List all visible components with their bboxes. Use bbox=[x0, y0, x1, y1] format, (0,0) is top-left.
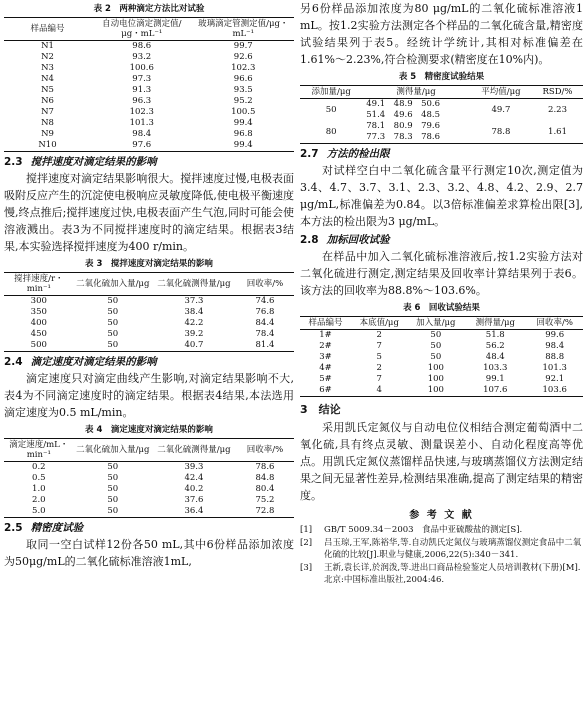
table6-header: 本底值/μg bbox=[351, 317, 408, 330]
table-cell: 107.6 bbox=[483, 385, 508, 395]
table-row bbox=[300, 341, 583, 352]
table-cell: N7 bbox=[41, 107, 54, 117]
table-row bbox=[4, 85, 294, 96]
table-cell: 49.7 bbox=[491, 104, 511, 115]
table-cell: 2.23 bbox=[548, 104, 567, 115]
table-cell: 40.7 bbox=[184, 340, 204, 350]
section-2-4-heading bbox=[4, 354, 294, 369]
table-cell: 98.4 bbox=[132, 129, 152, 139]
table-cell: 50 bbox=[107, 473, 119, 483]
reference-number: [2] bbox=[300, 538, 313, 548]
table2-header: 样品编号 bbox=[4, 18, 91, 41]
table-cell: 100 bbox=[427, 385, 444, 395]
section-title: 加标回收试验 bbox=[326, 234, 390, 246]
table-cell: 350 bbox=[30, 307, 47, 317]
section-2-7-text: 对试样空白中二氧化硫含量平行测定10次,测定值为3.4、4.7、3.7、3.1、2.3、3.2、4.8、4.2、2.9、2.7 μg/mL,标准偏差为0.84。以3倍标准偏差求算检出限[3],本方法的检出限为3 μg/mL。 bbox=[300, 164, 583, 228]
table-cell: 78.6 bbox=[255, 462, 275, 472]
table-cell: 2.0 bbox=[32, 495, 46, 505]
table-cell: N10 bbox=[38, 140, 57, 150]
table-cell: N4 bbox=[41, 74, 54, 84]
table-cell: 38.4 bbox=[184, 307, 204, 317]
table-cell: 102.3 bbox=[231, 63, 256, 73]
table-cell: 96.3 bbox=[132, 96, 152, 106]
table-cell: 1# bbox=[319, 330, 332, 340]
table-cell: 84.8 bbox=[255, 473, 275, 483]
table-cell: N6 bbox=[41, 96, 54, 106]
table-cell: 50 bbox=[430, 352, 442, 362]
table2 bbox=[4, 17, 294, 152]
table-cell: 500 bbox=[30, 340, 47, 350]
table-cell: 101.3 bbox=[542, 363, 567, 373]
table6-caption: 表 6 回收试验结果 bbox=[403, 303, 480, 313]
table4 bbox=[4, 438, 294, 518]
table5-header: 添加量/μg bbox=[300, 86, 362, 99]
table5-header: RSD/% bbox=[532, 86, 583, 99]
table3 bbox=[4, 272, 294, 352]
reference-number: [1] bbox=[300, 525, 313, 535]
section-2-5-text: 取同一空白试样12份各50 mL,其中6份样品添加浓度为50μg/mL的二氧化硫标准溶液1mL, bbox=[4, 538, 294, 568]
table-cell: 98.6 bbox=[132, 41, 152, 51]
table-cell: 99.6 bbox=[545, 330, 565, 340]
table-cell: 1.0 bbox=[32, 484, 46, 494]
table-cell bbox=[362, 121, 470, 144]
table-cell: N3 bbox=[41, 63, 54, 73]
table3-body bbox=[4, 296, 294, 352]
table4-header: 回收率/% bbox=[236, 439, 294, 462]
table-cell: 5.0 bbox=[32, 506, 46, 516]
table-cell: 400 bbox=[30, 318, 47, 328]
table-cell: 50 bbox=[107, 484, 119, 494]
table-row bbox=[4, 462, 294, 474]
table2-body bbox=[4, 41, 294, 152]
table-cell: 103.6 bbox=[542, 385, 567, 395]
table-cell: 80.4 bbox=[255, 484, 275, 494]
table-cell: 100.5 bbox=[231, 107, 256, 117]
table-cell: N2 bbox=[41, 52, 54, 62]
table-cell: 42.4 bbox=[184, 473, 204, 483]
measured-line: 78.1 80.9 79.6 bbox=[366, 121, 441, 131]
table-cell: 300 bbox=[30, 296, 47, 306]
table-cell: 84.4 bbox=[255, 318, 275, 328]
table-cell: 97.3 bbox=[132, 74, 152, 84]
table-cell: 88.8 bbox=[545, 352, 565, 362]
table4-header: 二氧化硫测得量/μg bbox=[152, 439, 236, 462]
table-cell: 1.61 bbox=[548, 126, 567, 137]
reference-text: 吕玉琼,王军,陈裕华,等.自动凯氏定氮仪与玻璃蒸馏仪测定食品中二氧化硫的比较[J].职业与健康,2006,22(5):340－341. bbox=[324, 538, 582, 560]
table-cell: 103.3 bbox=[483, 363, 508, 373]
section-title: 滴定速度对滴定结果的影响 bbox=[30, 356, 157, 368]
conclusion-heading: 3 结论 bbox=[300, 403, 341, 416]
table6-header: 样品编号 bbox=[300, 317, 351, 330]
table6-header: 加入量/μg bbox=[408, 317, 465, 330]
table-cell: 50 bbox=[107, 506, 119, 516]
table-cell: 450 bbox=[30, 329, 47, 339]
section-2-8-heading bbox=[300, 232, 583, 247]
table-cell: 7 bbox=[376, 374, 382, 384]
section-number: 2.5 bbox=[4, 522, 23, 534]
table-cell: 100 bbox=[427, 363, 444, 373]
table-cell: 96.8 bbox=[233, 129, 253, 139]
table-cell: 50 bbox=[107, 296, 119, 306]
table3-header: 搅拌速度/r・min⁻¹ bbox=[4, 273, 74, 296]
reference-item bbox=[300, 562, 583, 586]
table-cell: 99.1 bbox=[485, 374, 505, 384]
section-number: 2.4 bbox=[4, 356, 23, 368]
table-row bbox=[300, 330, 583, 342]
table-row bbox=[300, 374, 583, 385]
table-cell: 50 bbox=[107, 307, 119, 317]
table-cell: 102.3 bbox=[129, 107, 154, 117]
table-cell: 93.2 bbox=[132, 52, 152, 62]
measured-line: 77.3 78.3 78.6 bbox=[366, 132, 441, 142]
conclusion-text: 采用凯氏定氮仪与自动电位仪相结合测定葡萄酒中二氧化硫,具有终点灵敏、测量误差小、自动化程度高等优点。用凯氏定氮仪蒸馏样品快速,与玻璃蒸馏仪方法测定结果之间无显著性差异,检测结果准确,提高了测定结果的精密度。 bbox=[300, 421, 583, 502]
left-column bbox=[4, 0, 294, 570]
table-cell: 0.2 bbox=[32, 462, 46, 472]
table-cell: 98.4 bbox=[545, 341, 565, 351]
table-row bbox=[300, 385, 583, 397]
table-row bbox=[4, 41, 294, 53]
table-cell: N5 bbox=[41, 85, 54, 95]
table-cell: 5 bbox=[376, 352, 382, 362]
measured-line: 51.4 49.6 48.5 bbox=[366, 110, 441, 120]
table-row bbox=[4, 107, 294, 118]
table-cell: 75.2 bbox=[255, 495, 275, 505]
reference-text: GB/T 5009.34－2003 食品中亚硫酸盐的测定[S]. bbox=[324, 525, 523, 535]
table-row bbox=[4, 129, 294, 140]
section-title: 搅拌速度对滴定结果的影响 bbox=[30, 156, 157, 168]
table-cell: 99.4 bbox=[233, 118, 253, 128]
references-heading: 参 考 文 献 bbox=[409, 510, 474, 521]
table-row bbox=[300, 352, 583, 363]
table-cell: 76.8 bbox=[255, 307, 275, 317]
table4-header: 二氧化硫加入量/μg bbox=[74, 439, 152, 462]
table-cell: 37.6 bbox=[184, 495, 204, 505]
table-row bbox=[300, 363, 583, 374]
table-cell: 42.2 bbox=[184, 318, 204, 328]
table-row bbox=[4, 484, 294, 495]
table2-header: 自动电位滴定测定值/μg・mL⁻¹ bbox=[91, 18, 193, 41]
table5-header: 平均值/μg bbox=[470, 86, 532, 99]
table-cell: 100.6 bbox=[129, 63, 154, 73]
section-number: 2.7 bbox=[300, 148, 319, 160]
table2-header: 玻璃滴定管测定值/μg・mL⁻¹ bbox=[193, 18, 295, 41]
table-cell: 92.1 bbox=[545, 374, 565, 384]
table4-caption: 表 4 滴定速度对滴定结果的影响 bbox=[85, 425, 213, 435]
section-2-5-continued-text: 另6份样品添加浓度为80 μg/mL的二氧化硫标准溶液1 mL。按1.2实验方法测定各个样品的二氧化硫含量,精密度试验结果列于表5。经统计学统计,其相对标准偏差在1.61%～2.23%,符合检测要求(精密度在10%内)。 bbox=[300, 2, 583, 66]
table4-header: 滴定速度/mL・min⁻¹ bbox=[4, 439, 74, 462]
reference-number: [3] bbox=[300, 563, 313, 573]
table-row bbox=[300, 99, 583, 122]
table-cell: 4# bbox=[319, 363, 332, 373]
section-2-3-text: 搅拌速度对滴定结果影响很大。搅拌速度过慢,电极表面吸附反应产生的沉淀使电极响应灵敏度降低,使电极平衡速度慢,终点推后;搅拌速度过快,电极表面产生气泡,同时可能会使溶液溅出。表3为不同搅拌速度时的滴定结果。根据表3结果,本实验选择搅拌速度为400 r/min。 bbox=[4, 172, 294, 253]
section-2-8-text: 在样品中加入二氧化硫标准溶液后,按1.2实验方法对二氧化硫进行测定,测定结果及回收率计算结果列于表6。该方法的回收率为88.8%～103.6%。 bbox=[300, 250, 583, 297]
table-cell: 50 bbox=[107, 329, 119, 339]
table-cell: N8 bbox=[41, 118, 54, 128]
table-cell: 50 bbox=[107, 462, 119, 472]
table-cell: 81.4 bbox=[255, 340, 275, 350]
table-cell: 99.4 bbox=[233, 140, 253, 150]
table-cell: 36.4 bbox=[184, 506, 204, 516]
reference-text: 王新,袁长详,於润泼,等.进出口商品检验鉴定人员培训教材(下册)[M].北京:中国标准出版社,2004:46. bbox=[324, 563, 581, 585]
table-cell: 0.5 bbox=[32, 473, 46, 483]
table-cell: 39.2 bbox=[184, 329, 204, 339]
table-row bbox=[4, 329, 294, 340]
table-cell: 4 bbox=[376, 385, 382, 395]
table-cell: 7 bbox=[376, 341, 382, 351]
section-number: 2.8 bbox=[300, 234, 319, 246]
table-row bbox=[4, 96, 294, 107]
table-cell: 72.8 bbox=[255, 506, 275, 516]
section-2-5-heading bbox=[4, 520, 294, 535]
table-row bbox=[4, 63, 294, 74]
table4-body bbox=[4, 462, 294, 518]
table-cell: 74.6 bbox=[255, 296, 275, 306]
table5 bbox=[300, 85, 583, 144]
table-cell: 50 bbox=[107, 340, 119, 350]
table3-header: 回收率/% bbox=[236, 273, 294, 296]
table-cell: 50 bbox=[107, 318, 119, 328]
measured-line: 49.1 48.9 50.6 bbox=[366, 99, 441, 109]
table-row bbox=[4, 318, 294, 329]
table-row bbox=[4, 495, 294, 506]
table-cell: 5# bbox=[319, 374, 332, 384]
reference-item bbox=[300, 537, 583, 561]
section-2-7-heading bbox=[300, 146, 583, 161]
table-cell: 3# bbox=[319, 352, 332, 362]
table-cell: 50 bbox=[430, 330, 442, 340]
table-row bbox=[4, 506, 294, 518]
table6 bbox=[300, 316, 583, 397]
table3-header: 二氧化硫加入量/μg bbox=[74, 273, 152, 296]
table-cell: 100 bbox=[427, 374, 444, 384]
table-cell: N1 bbox=[41, 41, 54, 51]
table-cell: 97.6 bbox=[132, 140, 152, 150]
right-column bbox=[300, 0, 583, 587]
table-row bbox=[4, 140, 294, 152]
table-cell: 78.8 bbox=[491, 126, 511, 137]
table-cell: 40.2 bbox=[184, 484, 204, 494]
table6-header: 测得量/μg bbox=[464, 317, 526, 330]
section-2-3-heading bbox=[4, 154, 294, 169]
table-cell: 50 bbox=[325, 104, 337, 115]
reference-item bbox=[300, 524, 583, 536]
table6-body bbox=[300, 330, 583, 397]
table3-caption: 表 3 搅拌速度对滴定结果的影响 bbox=[85, 259, 213, 269]
table-cell: 39.3 bbox=[184, 462, 204, 472]
table-cell: 48.4 bbox=[485, 352, 505, 362]
table-cell: 2 bbox=[376, 363, 382, 373]
table-cell: 50 bbox=[107, 495, 119, 505]
table5-header: 测得量/μg bbox=[362, 86, 470, 99]
table-cell: 101.3 bbox=[129, 118, 154, 128]
table-cell: 56.2 bbox=[485, 341, 505, 351]
table-row bbox=[4, 296, 294, 308]
table2-caption: 表 2 两种滴定方法比对试验 bbox=[93, 4, 205, 14]
table-cell: 80 bbox=[325, 126, 337, 137]
section-number: 2.3 bbox=[4, 156, 23, 168]
table-cell: 50 bbox=[430, 341, 442, 351]
table-cell: N9 bbox=[41, 129, 54, 139]
table-row bbox=[4, 118, 294, 129]
table-cell: 99.7 bbox=[233, 41, 253, 51]
table-cell: 2 bbox=[376, 330, 382, 340]
table6-header: 回收率/% bbox=[526, 317, 583, 330]
table-row bbox=[4, 340, 294, 352]
section-title: 精密度试验 bbox=[30, 522, 84, 534]
table-row bbox=[4, 52, 294, 63]
section-title: 方法的检出限 bbox=[326, 148, 390, 160]
table-cell: 2# bbox=[319, 341, 332, 351]
table-row bbox=[4, 74, 294, 85]
table-cell: 6# bbox=[319, 385, 332, 395]
table-cell: 51.8 bbox=[485, 330, 505, 340]
table5-caption: 表 5 精密度试验结果 bbox=[398, 72, 485, 82]
table-cell: 78.4 bbox=[255, 329, 275, 339]
table-cell: 93.5 bbox=[233, 85, 253, 95]
table3-header: 二氧化硫测得量/μg bbox=[152, 273, 236, 296]
section-2-4-text: 滴定速度只对滴定曲线产生影响,对滴定结果影响不大,表4为不同滴定速度时的滴定结果。根据表4结果,本法选用滴定速度为0.5 mL/min。 bbox=[4, 372, 294, 419]
table-row bbox=[4, 307, 294, 318]
table-cell: 92.6 bbox=[233, 52, 253, 62]
table-cell: 95.2 bbox=[233, 96, 253, 106]
table-row bbox=[4, 473, 294, 484]
table-cell: 96.6 bbox=[233, 74, 253, 84]
table-cell: 91.3 bbox=[132, 85, 152, 95]
table-row bbox=[300, 121, 583, 144]
table-cell: 37.3 bbox=[184, 296, 204, 306]
table-cell bbox=[362, 99, 470, 122]
